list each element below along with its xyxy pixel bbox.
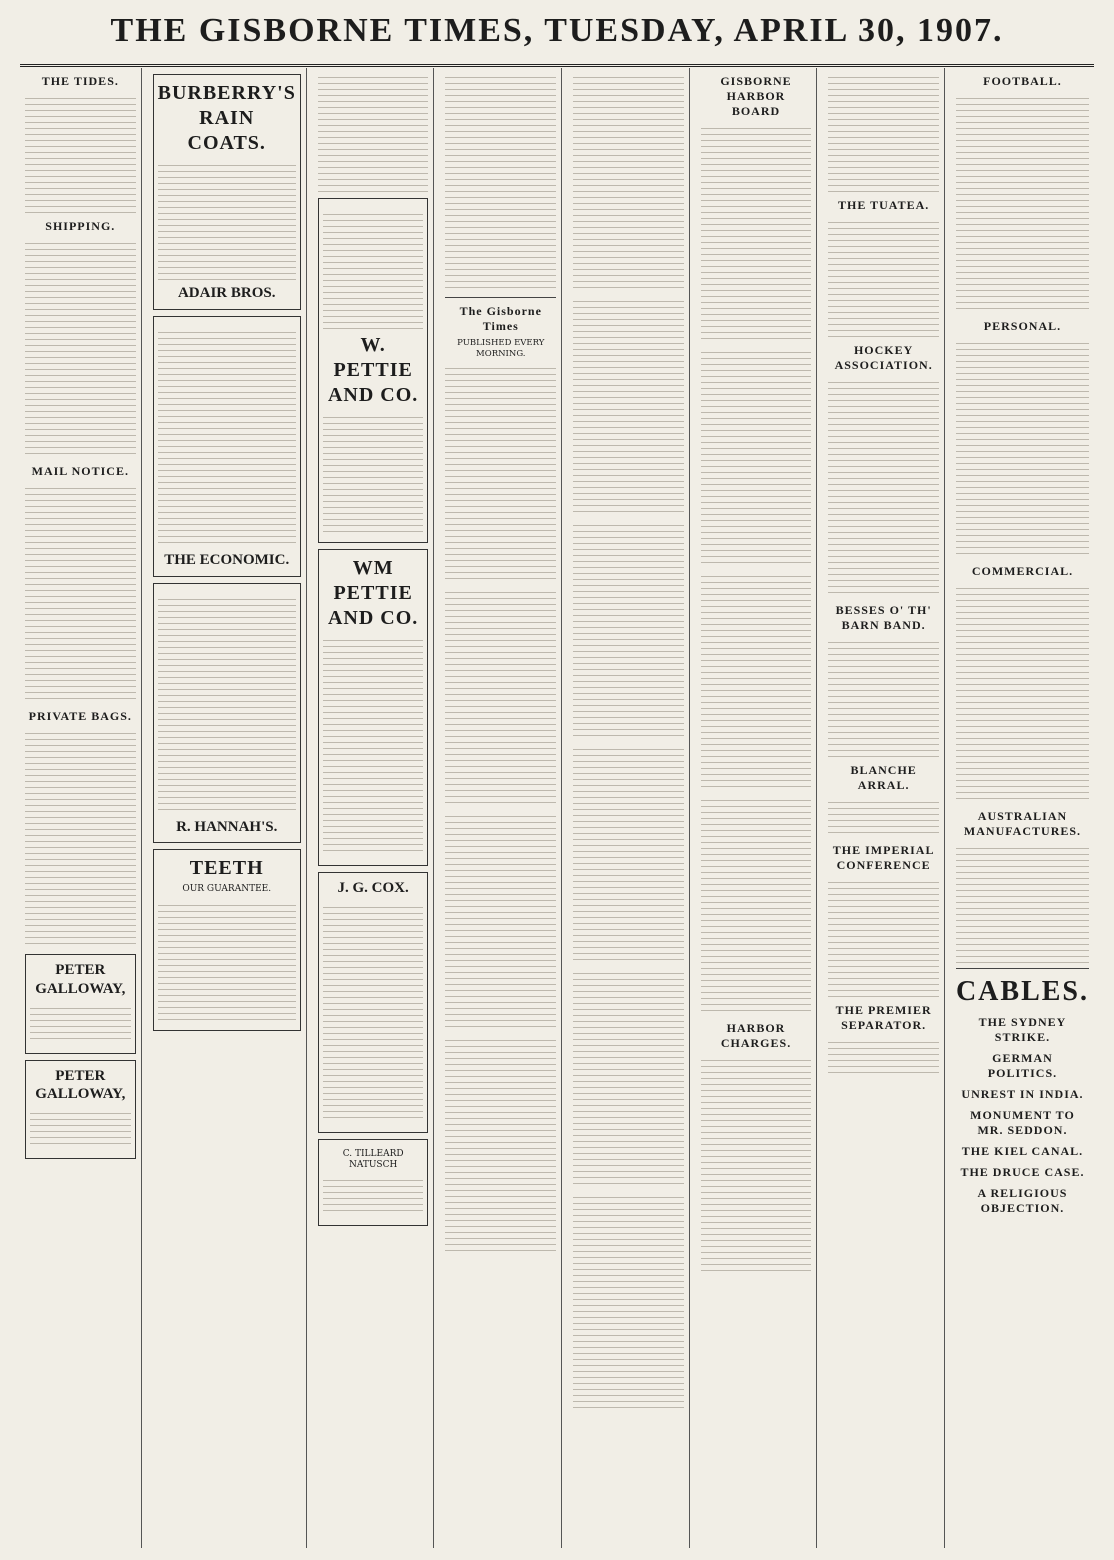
pettie-heading: W. PETTIE AND CO. bbox=[327, 334, 419, 406]
hockey-text bbox=[828, 377, 939, 597]
harbour-text-2 bbox=[701, 347, 812, 567]
column-5-text-1 bbox=[573, 72, 684, 292]
column-5-text-2 bbox=[573, 296, 684, 516]
shipping-text bbox=[25, 238, 136, 458]
football-heading: FOOTBALL. bbox=[983, 74, 1062, 88]
column-5-text-3 bbox=[573, 520, 684, 740]
professional-notices bbox=[445, 72, 556, 292]
column-5-text-6 bbox=[573, 1192, 684, 1412]
column-4 bbox=[440, 68, 562, 1548]
burberry-text bbox=[158, 160, 296, 280]
economic-text bbox=[158, 327, 296, 547]
football-text bbox=[956, 93, 1089, 313]
harbour-board-heading: GISBORNE HARBOR BOARD bbox=[720, 74, 792, 118]
hannah-heading: R. HANNAH'S. bbox=[176, 818, 278, 835]
masthead bbox=[20, 6, 1094, 67]
bessies-heading: BESSES O' TH' BARN BAND. bbox=[835, 603, 932, 632]
separator-text bbox=[828, 1037, 939, 1077]
cox-text bbox=[323, 902, 424, 1122]
private-bags-text bbox=[25, 728, 136, 948]
mail-text bbox=[25, 483, 136, 703]
teeth-text bbox=[158, 900, 296, 1020]
cox-heading: J. G. COX. bbox=[337, 880, 409, 896]
german-heading: GERMAN POLITICS. bbox=[987, 1051, 1058, 1080]
tides-heading: THE TIDES. bbox=[41, 74, 119, 88]
teeth-heading: TEETH bbox=[189, 857, 264, 880]
private-bags-heading: PRIVATE BAGS. bbox=[28, 709, 132, 723]
guarantee-heading: OUR GUARANTEE. bbox=[182, 884, 272, 895]
column-6 bbox=[696, 68, 818, 1548]
galloway-text bbox=[30, 1003, 131, 1043]
leader-text-4 bbox=[445, 1035, 556, 1255]
pettie-top-text bbox=[323, 209, 424, 329]
blanche-heading: BLANCHE ARRAL. bbox=[850, 763, 917, 792]
newspaper-title: THE GISBORNE TIMES, TUESDAY, APRIL 30, 1907. bbox=[110, 12, 1004, 49]
australian-heading: AUSTRALIAN MANUFACTURES. bbox=[963, 809, 1082, 838]
column-5-text-4 bbox=[573, 744, 684, 964]
harbor-charges-heading: HARBOR CHARGES. bbox=[720, 1021, 792, 1050]
hannah-text bbox=[158, 594, 296, 814]
leader-text-2 bbox=[445, 587, 556, 807]
australian-text bbox=[956, 843, 1089, 963]
raincoats-heading: RAIN COATS. bbox=[187, 107, 266, 154]
paper-name: The Gisborne Times bbox=[459, 304, 542, 333]
leader-text-1 bbox=[445, 363, 556, 583]
page-columns bbox=[20, 68, 1094, 1548]
pettie-heading-2: WM PETTIE AND CO. bbox=[327, 557, 419, 629]
first-ad-text bbox=[318, 72, 429, 192]
conference-text bbox=[828, 877, 939, 997]
galloway-ad bbox=[25, 954, 136, 1054]
burberry-heading: BURBERRY'S bbox=[157, 82, 296, 104]
pettie-text-2 bbox=[323, 635, 424, 855]
adair-heading: ADAIR BROS. bbox=[177, 285, 276, 301]
mail-heading: MAIL NOTICE. bbox=[31, 464, 129, 478]
strike-heading: THE SYDNEY STRIKE. bbox=[978, 1015, 1067, 1044]
column-3 bbox=[313, 68, 435, 1548]
druce-heading: THE DRUCE CASE. bbox=[960, 1165, 1085, 1179]
blanche-text bbox=[828, 797, 939, 837]
column-2 bbox=[148, 68, 307, 1548]
religious-heading: A RELIGIOUS OBJECTION. bbox=[977, 1186, 1068, 1215]
harbour-text-3 bbox=[701, 571, 812, 791]
personal-heading: PERSONAL. bbox=[983, 319, 1062, 333]
cox-ad bbox=[318, 872, 429, 1133]
natusch-heading: C. TILLEARD NATUSCH bbox=[342, 1148, 404, 1170]
galloway-name: PETER GALLOWAY, bbox=[35, 962, 126, 997]
tuatea-heading: THE TUATEA. bbox=[838, 198, 930, 212]
economic-ad bbox=[153, 316, 301, 577]
harbour-text-4 bbox=[701, 795, 812, 1015]
tuatea-text bbox=[828, 217, 939, 337]
column-8 bbox=[951, 68, 1094, 1548]
column-7 bbox=[823, 68, 945, 1548]
natusch-ad bbox=[318, 1139, 429, 1227]
galloway-ad-2 bbox=[25, 1060, 136, 1160]
harbour-text bbox=[701, 123, 812, 343]
leader-text-3 bbox=[445, 811, 556, 1031]
tides-table bbox=[25, 93, 136, 213]
india-heading: UNREST IN INDIA. bbox=[961, 1087, 1084, 1101]
separator-heading: THE PREMIER SEPARATOR. bbox=[835, 1003, 932, 1032]
economic-heading: THE ECONOMIC. bbox=[164, 551, 290, 568]
column-5-text-5 bbox=[573, 968, 684, 1188]
shipping-heading: SHIPPING. bbox=[45, 219, 116, 233]
conference-heading: THE IMPERIAL CONFERENCE bbox=[832, 843, 935, 872]
commercial-text bbox=[956, 583, 1089, 803]
teeth-ad bbox=[153, 849, 301, 1030]
kiel-heading: THE KIEL CANAL. bbox=[961, 1144, 1084, 1158]
column-7-top-text bbox=[828, 72, 939, 192]
personal-text bbox=[956, 338, 1089, 558]
pettie-text bbox=[323, 412, 424, 532]
burberry-ad bbox=[153, 74, 301, 310]
bessies-text bbox=[828, 637, 939, 757]
seddon-heading: MONUMENT TO MR. SEDDON. bbox=[970, 1108, 1075, 1137]
pettie-ad bbox=[318, 198, 429, 543]
natusch-text bbox=[323, 1175, 424, 1215]
column-5 bbox=[568, 68, 690, 1548]
pettie-ad-2 bbox=[318, 549, 429, 866]
hockey-heading: HOCKEY ASSOCIATION. bbox=[834, 343, 933, 372]
commercial-heading: COMMERCIAL. bbox=[971, 564, 1074, 578]
galloway-text-2 bbox=[30, 1108, 131, 1148]
published-line: PUBLISHED EVERY MORNING. bbox=[457, 338, 545, 359]
hannah-ad bbox=[153, 583, 301, 844]
harbor-charges-text bbox=[701, 1055, 812, 1275]
cables-heading: CABLES. bbox=[955, 976, 1089, 1007]
galloway-name-2: PETER GALLOWAY, bbox=[35, 1067, 126, 1103]
column-1 bbox=[20, 68, 142, 1548]
